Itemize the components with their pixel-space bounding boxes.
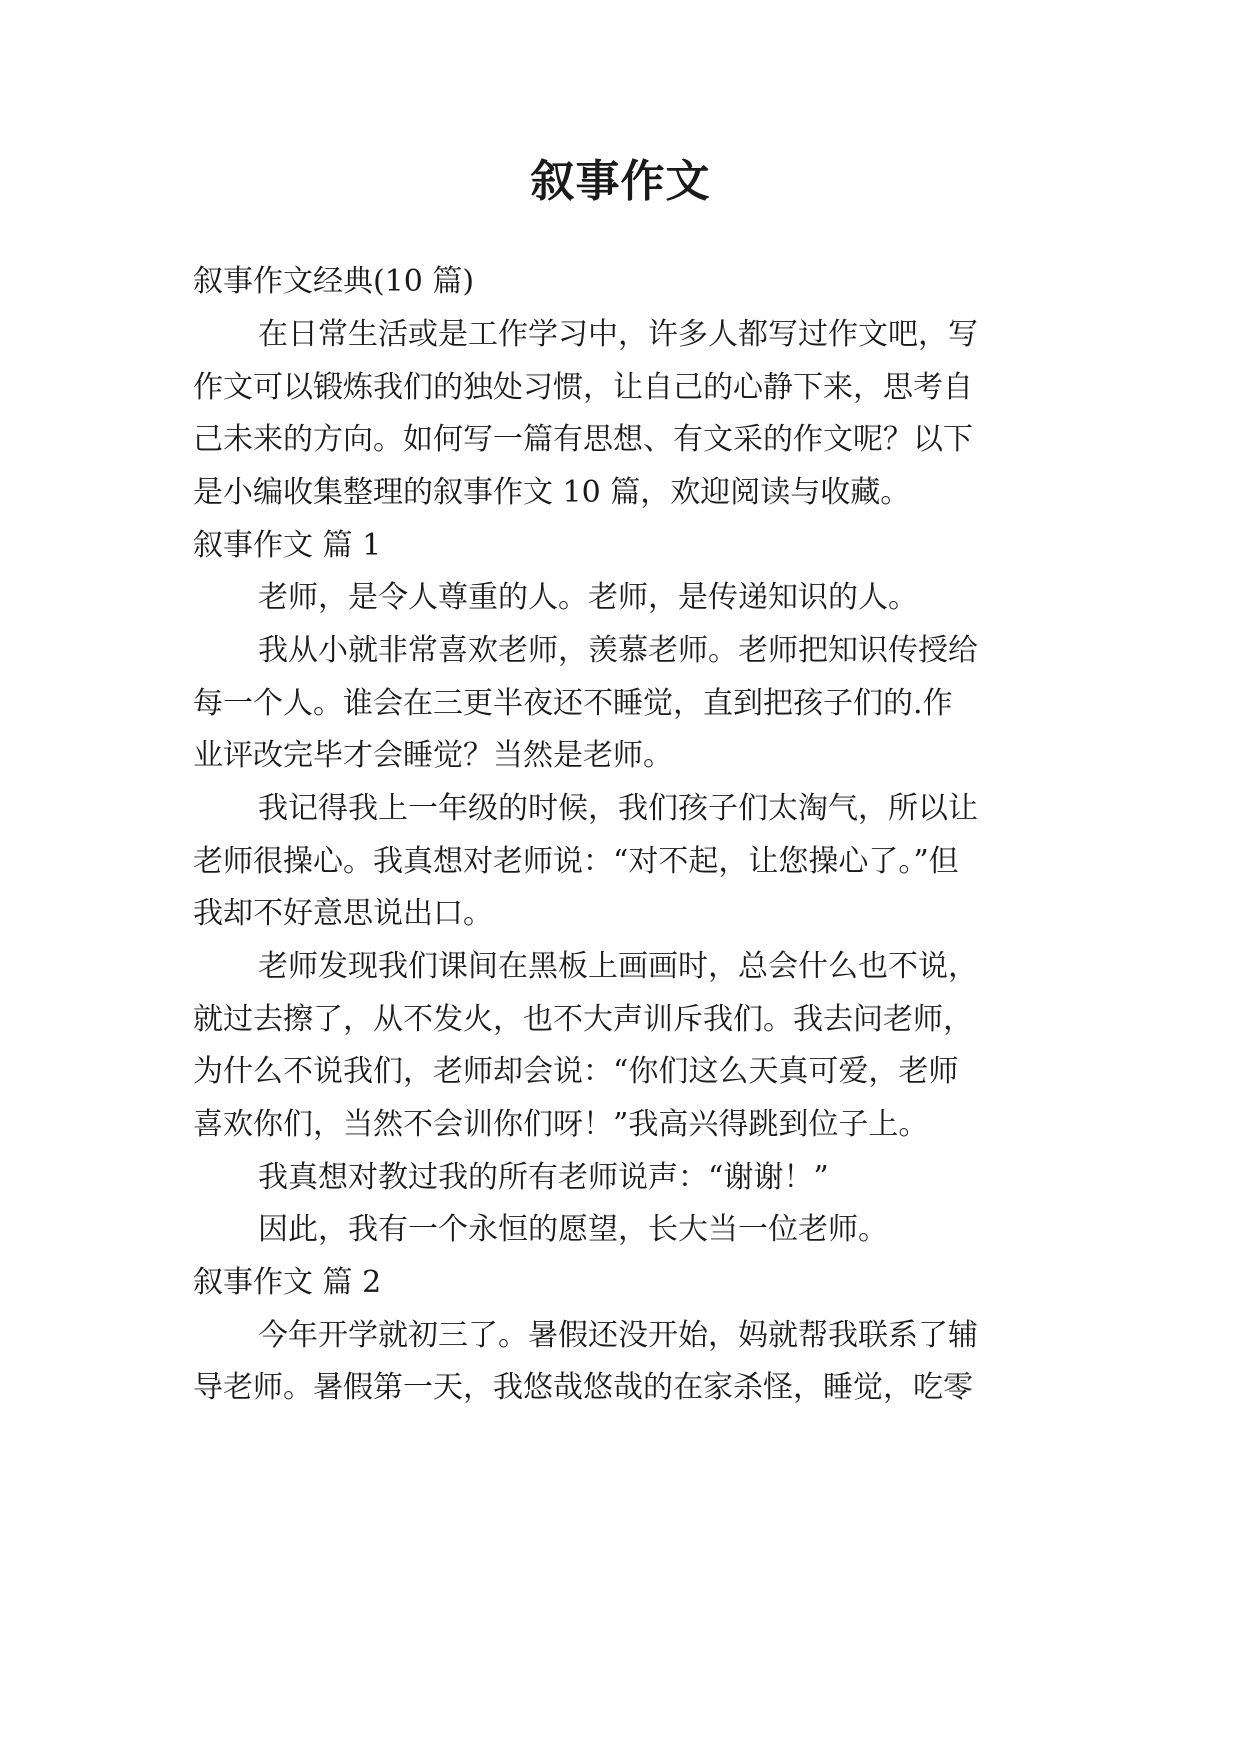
paragraph-line: 老师发现我们课间在黑板上画画时，总会什么也不说， (258, 949, 978, 984)
paragraph-line: 业评改完毕才会睡觉？当然是老师。 (193, 738, 673, 773)
paragraph-line: 导老师。暑假第一天，我悠哉悠哉的在家杀怪，睡觉，吃零 (193, 1370, 973, 1405)
paragraph-line: 我记得我上一年级的时候，我们孩子们太淘气，所以让 (258, 791, 978, 826)
section-heading-2: 叙事作文 篇 2 (193, 1265, 382, 1300)
intro-line: 己未来的方向。如何写一篇有思想、有文采的作文呢？以下 (193, 422, 973, 457)
paragraph-line: 我从小就非常喜欢老师，羡慕老师。老师把知识传授给 (258, 633, 978, 668)
paragraph-line: 因此，我有一个永恒的愿望，长大当一位老师。 (258, 1212, 888, 1247)
intro-line: 是小编收集整理的叙事作文 10 篇，欢迎阅读与收藏。 (193, 475, 911, 510)
document-title: 叙事作文 (530, 156, 711, 207)
paragraph-line: 每一个人。谁会在三更半夜还不睡觉，直到把孩子们的.作 (193, 686, 953, 721)
paragraph-line: 就过去擦了，从不发火，也不大声训斥我们。我去问老师， (193, 1002, 973, 1037)
subtitle-line: 叙事作文经典(10 篇) (193, 264, 475, 299)
paragraph-line: 今年开学就初三了。暑假还没开始，妈就帮我联系了辅 (258, 1318, 978, 1353)
paragraph-line: 为什么不说我们，老师却会说：“你们这么天真可爱，老师 (193, 1054, 959, 1089)
paragraph-line: 老师很操心。我真想对老师说：“对不起，让您操心了。”但 (193, 844, 959, 879)
intro-line: 在日常生活或是工作学习中，许多人都写过作文吧，写 (258, 317, 978, 352)
paragraph-line: 我却不好意思说出口。 (193, 896, 493, 931)
intro-line: 作文可以锻炼我们的独处习惯，让自己的心静下来，思考自 (193, 370, 973, 405)
paragraph-line: 我真想对教过我的所有老师说声：“谢谢！” (258, 1160, 829, 1195)
section-heading-1: 叙事作文 篇 1 (193, 528, 382, 563)
paragraph-line: 老师，是令人尊重的人。老师，是传递知识的人。 (258, 580, 918, 615)
paragraph-line: 喜欢你们，当然不会训你们呀！”我高兴得跳到位子上。 (193, 1107, 929, 1142)
